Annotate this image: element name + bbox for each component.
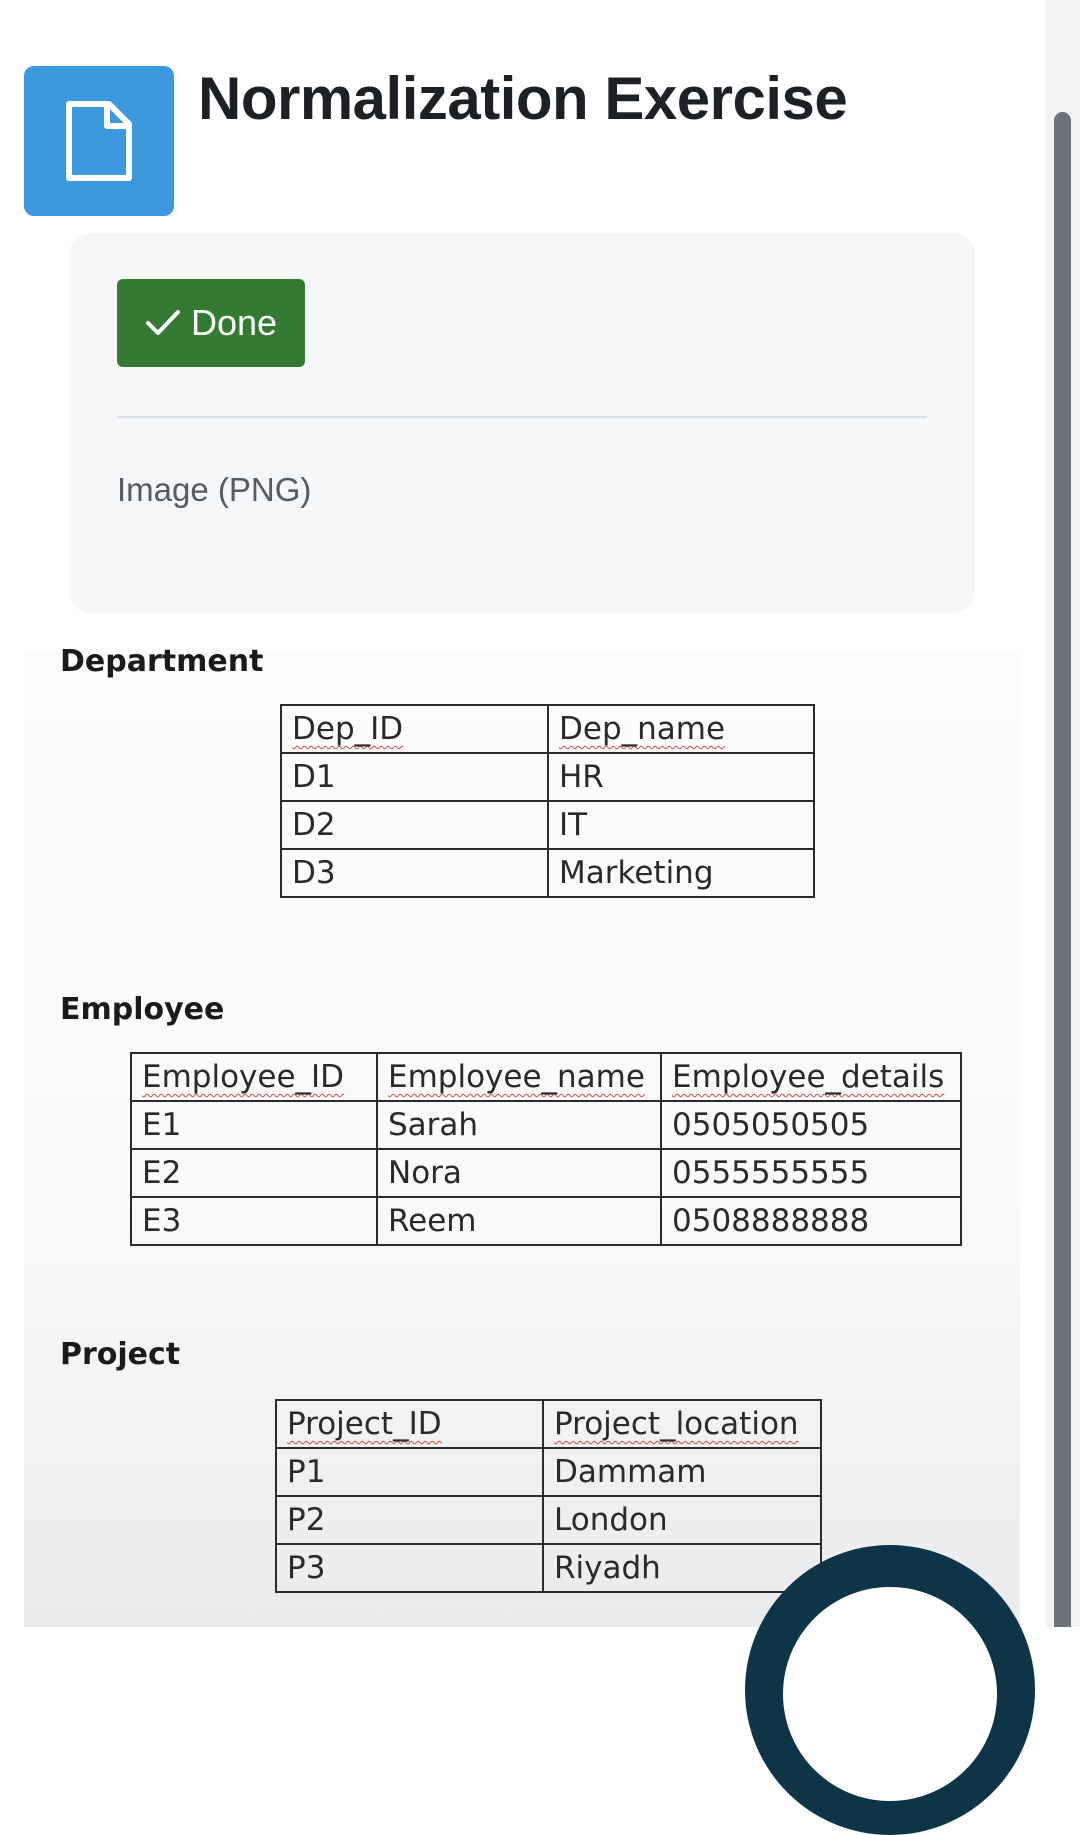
project-table	[275, 1399, 822, 1593]
table-cell: P1	[276, 1448, 543, 1496]
table-header-cell: Employee_details	[661, 1053, 961, 1101]
table-cell: D3	[281, 849, 548, 897]
done-button[interactable]	[117, 279, 305, 367]
table-header-cell: Project_ID	[276, 1400, 543, 1448]
floating-action-bubble[interactable]	[745, 1545, 1035, 1835]
table-cell: D1	[281, 753, 548, 801]
employee-table	[130, 1052, 962, 1246]
file-type-label: Image (PNG)	[117, 471, 312, 508]
table-cell: Riyadh	[543, 1544, 821, 1592]
embedded-image	[24, 644, 1020, 1627]
checkmark-icon	[145, 308, 181, 338]
table-row	[276, 1544, 821, 1592]
table-row	[131, 1101, 961, 1149]
table-row	[276, 1496, 821, 1544]
table-header-cell: Project_location	[543, 1400, 821, 1448]
table-row	[281, 753, 814, 801]
table-header-cell: Employee_ID	[131, 1053, 377, 1101]
bubble-inner	[783, 1587, 997, 1801]
department-title: Department	[60, 644, 264, 679]
table-header-cell: Dep_name	[548, 705, 814, 753]
table-row	[131, 1149, 961, 1197]
table-cell: IT	[548, 801, 814, 849]
table-cell: E2	[131, 1149, 377, 1197]
page-title: Normalization Exercise	[198, 65, 848, 132]
table-header-row	[131, 1053, 961, 1101]
table-cell: P2	[276, 1496, 543, 1544]
table-header-cell: Employee_name	[377, 1053, 661, 1101]
table-row	[276, 1448, 821, 1496]
table-cell: Marketing	[548, 849, 814, 897]
table-cell: E1	[131, 1101, 377, 1149]
project-title: Project	[60, 1337, 181, 1372]
activity-info-card	[69, 233, 975, 613]
done-label: Done	[190, 302, 278, 343]
file-icon	[24, 66, 174, 216]
table-row	[281, 849, 814, 897]
table-cell: HR	[548, 753, 814, 801]
table-cell: P3	[276, 1544, 543, 1592]
table-cell: Nora	[377, 1149, 661, 1197]
table-cell: E3	[131, 1197, 377, 1245]
employee-title: Employee	[60, 992, 225, 1027]
scrollbar-thumb[interactable]	[1054, 112, 1071, 1627]
table-cell: 0505050505	[661, 1101, 961, 1149]
department-table	[280, 704, 815, 898]
table-cell: London	[543, 1496, 821, 1544]
table-row	[131, 1197, 961, 1245]
table-header-row	[276, 1400, 821, 1448]
table-cell: 0508888888	[661, 1197, 961, 1245]
table-cell: D2	[281, 801, 548, 849]
table-header-cell: Dep_ID	[281, 705, 548, 753]
divider	[117, 416, 927, 418]
table-cell: Sarah	[377, 1101, 661, 1149]
table-cell: Reem	[377, 1197, 661, 1245]
table-cell: 0555555555	[661, 1149, 961, 1197]
table-header-row	[281, 705, 814, 753]
table-row	[281, 801, 814, 849]
table-cell: Dammam	[543, 1448, 821, 1496]
